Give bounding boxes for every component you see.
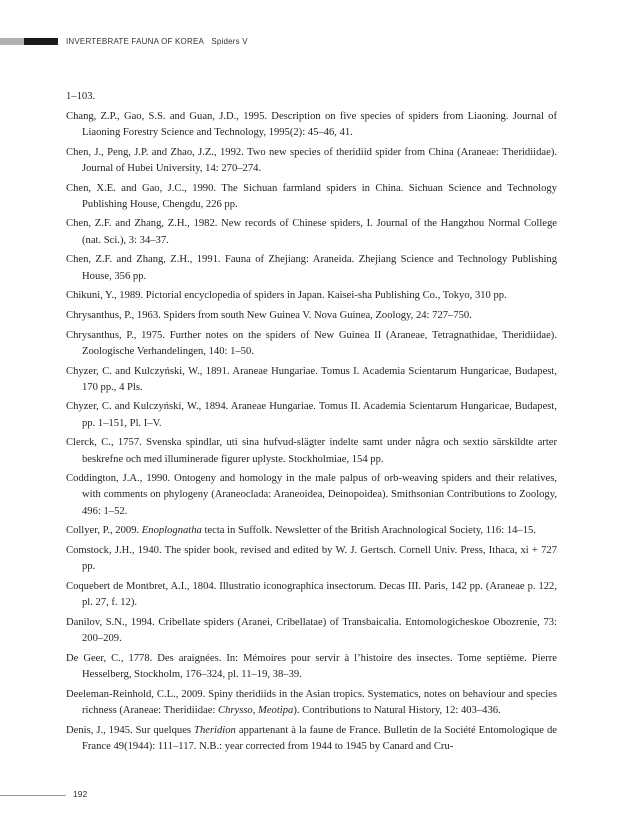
reference-text: ). Contributions to Natural History, 12: 403–436. xyxy=(293,704,501,716)
header-title: INVERTEBRATE FAUNA OF KOREA xyxy=(66,37,205,46)
reference-entry: Chen, Z.F. and Zhang, Z.H., 1991. Fauna of Zhejiang: Araneida. Zhejiang Science and Technology Publishing House, 356 pp. xyxy=(66,254,557,282)
running-header xyxy=(0,36,637,48)
reference-italic-text: Enoplognatha xyxy=(141,525,202,537)
page-number: 192 xyxy=(73,789,88,799)
reference-italic-text: Chrysso xyxy=(218,704,253,716)
reference-entry: Comstock, J.H., 1940. The spider book, revised and edited by W. J. Gertsch. Cornell Univ. Press, Ithaca, xi + 727 pp. xyxy=(66,545,557,573)
reference-entry: Chen, X.E. and Gao, J.C., 1990. The Sichuan farmland spiders in China. Sichuan Science and Technology Publishing House, Chengdu, 226 pp. xyxy=(66,182,557,210)
reference-text: tecta in Suffolk. Newsletter of the British Arachnological Society, 116: 14–15. xyxy=(201,525,536,537)
footer-rule xyxy=(0,795,66,796)
reference-entry: 1–103. xyxy=(66,91,96,102)
reference-entry: Chen, J., Peng, J.P. and Zhao, J.Z., 1992. Two new species of theridiid spider from China (Araneae: Theridiidae). Journal of Hubei University, 14: 270–274. xyxy=(66,146,557,174)
reference-text: Denis, J., 1945. Sur quelques xyxy=(66,724,195,736)
reference-entry xyxy=(66,723,557,755)
reference-entry: Clerck, C., 1757. Svenska spindlar, uti sina hufvud-slägter indelte samt under några och sextio särskildte arter beskrefne och med illuminerade figurer uplyste. Stockholmiae, 154 pp. xyxy=(66,437,557,465)
reference-text: , xyxy=(252,704,259,716)
reference-entry xyxy=(66,523,557,539)
header-text xyxy=(66,36,248,47)
reference-entry: Danilov, S.N., 1994. Cribellate spiders (Aranei, Cribellatae) of Transbaicalia. Entomologicheskoe Obozrenie, 73: 200–209. xyxy=(66,616,557,645)
reference-entry: Chikuni, Y., 1989. Pictorial encyclopedia of spiders in Japan. Kaisei-sha Publishing Co., Tokyo, 310 pp. xyxy=(66,290,507,302)
reference-entry: Chyzer, C. and Kulczyński, W., 1891. Araneae Hungariae. Tomus I. Academia Scientarum Hungaricae, Budapest, 170 pp., 4 Pls. xyxy=(66,365,557,393)
reference-entry: Chang, Z.P., Gao, S.S. and Guan, J.D., 1995. Description on five species of spiders from Liaoning. Journal of Liaoning Forestry Science and Technology, 1995(2): 45–46, 41. xyxy=(66,110,557,138)
reference-italic-text: Theridion xyxy=(194,724,236,736)
reference-list xyxy=(66,89,557,759)
reference-entry: De Geer, C., 1778. Des araignées. In: Mémoires pour servir à l’histoire des insectes. Tome septième. Pierre Hesselberg, Stockholm, 176–324, pl. 11–19, 38–39. xyxy=(66,652,557,680)
header-subtitle: Spiders V xyxy=(211,37,248,46)
reference-entry xyxy=(66,687,557,719)
reference-entry: Chen, Z.F. and Zhang, Z.H., 1982. New records of Chinese spiders, I. Journal of the Hangzhou Normal College (nat. Sci.), 3: 34–37. xyxy=(66,218,557,246)
reference-entry: Coddington, J.A., 1990. Ontogeny and homology in the male palpus of orb-weaving spiders and their relatives, with comments on phylogeny (Araneoclada: Araneoidea, Deinopoidea). Smithsonian Contributions to Zoology, 496: 1–52. xyxy=(66,473,557,517)
reference-entry: Coquebert de Montbret, A.I., 1804. Illustratio iconographica insectorum. Decas III. Paris, 142 pp. (Araneae p. 122, pl. 27, f. 12). xyxy=(66,580,557,609)
reference-text: Collyer, P., 2009. xyxy=(66,525,142,537)
reference-entry: Chrysanthus, P., 1963. Spiders from south New Guinea V. Nova Guinea, Zoology, 24: 727–750. xyxy=(66,309,472,321)
header-bar-dark xyxy=(24,38,58,45)
reference-text: Deeleman-Reinhold, C.L., 2009. Spiny theridiids in the Asian tropics. Systematics, notes on behaviour and species richness (Araneae: Theridiidae: xyxy=(66,688,557,716)
reference-entry: Chyzer, C. and Kulczyński, W., 1894. Araneae Hungariae. Tomus II. Academia Scientarum Hungaricae, Budapest, pp. 1–151, Pl. I–V. xyxy=(66,401,557,429)
header-bar-light xyxy=(0,38,24,45)
reference-italic-text: Meotipa xyxy=(258,704,294,716)
reference-text: appartenant à la faune de France. Bulletin de la Société Entomologique de France 49(1944): 111–117. N.B.: year corrected from 1944 to 1945 by Canard and Cru- xyxy=(82,724,557,752)
reference-entry: Chrysanthus, P., 1975. Further notes on the spiders of New Guinea II (Araneae, Tetragnathidae, Theridiidae). Zoologische Verhandelingen, 140: 1–50. xyxy=(66,329,557,357)
